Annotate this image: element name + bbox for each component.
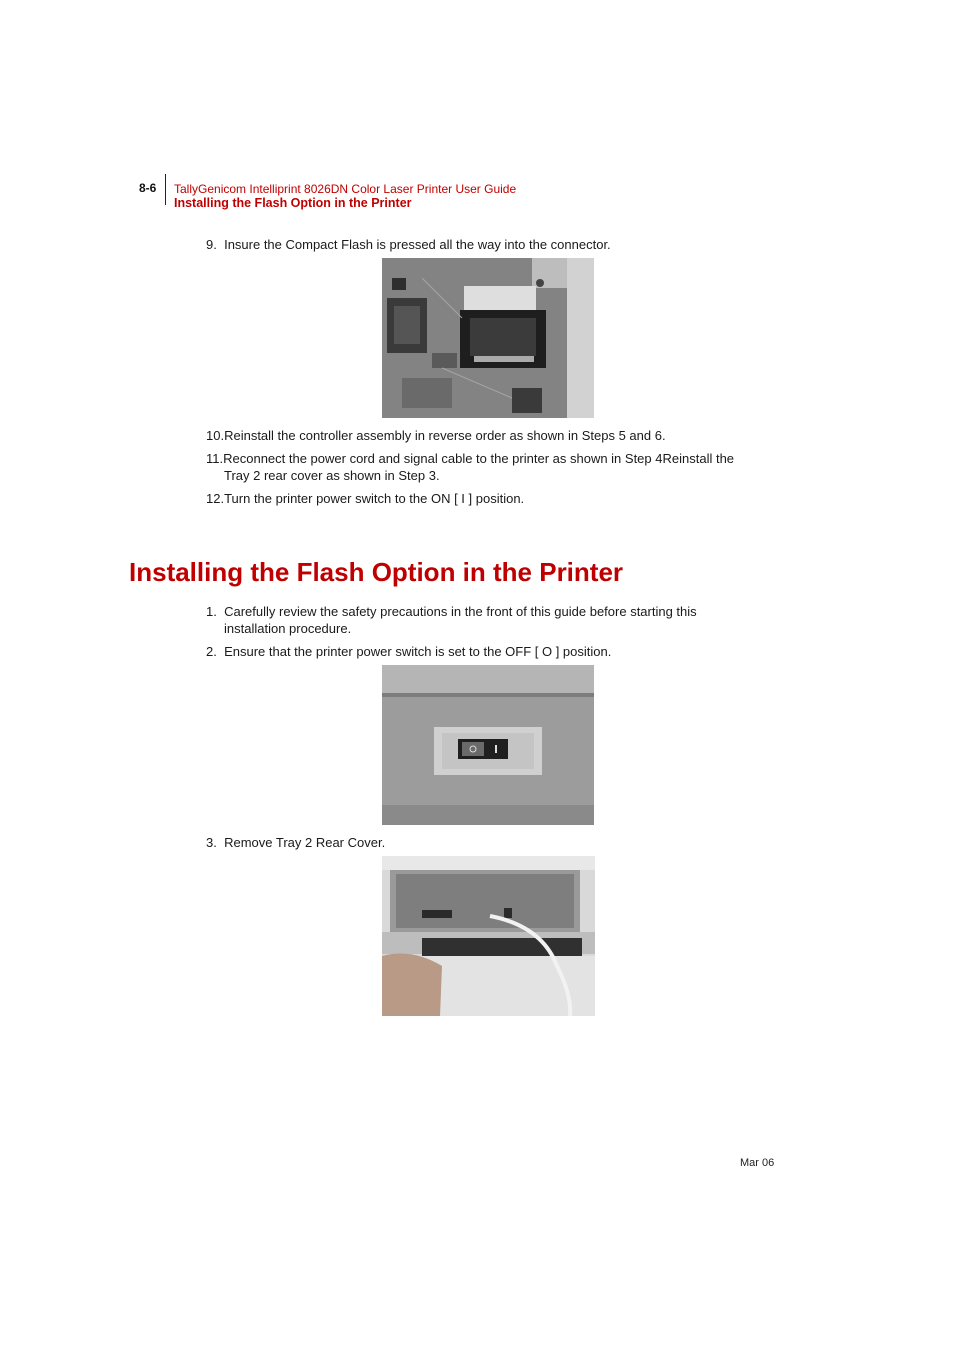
- step-text: Ensure that the printer power switch is set to the OFF [ O ] position.: [224, 644, 612, 659]
- step-9: [206, 236, 611, 253]
- header-divider: [165, 174, 166, 205]
- step-11: [206, 450, 734, 484]
- step-text-continued: Tray 2 rear cover as shown in Step 3.: [224, 468, 440, 483]
- step-number: 9.: [206, 237, 217, 252]
- step-number: 10.: [206, 428, 225, 443]
- step-number: 1.: [206, 604, 217, 619]
- step-2: [206, 643, 611, 660]
- step-number: 3.: [206, 835, 217, 850]
- footer-date: Mar 06: [740, 1157, 775, 1169]
- step-1: [206, 603, 697, 637]
- step-text: Insure the Compact Flash is pressed all the way into the connector.: [224, 237, 611, 252]
- step-number: 12.: [206, 491, 225, 506]
- running-section-title: Installing the Flash Option in the Printer: [174, 196, 412, 210]
- step-text: Reinstall the controller assembly in reverse order as shown in Steps 5 and 6.: [224, 428, 666, 443]
- step-text: Turn the printer power switch to the ON [ I ] position.: [224, 491, 525, 506]
- step-10: [206, 427, 666, 444]
- document-title: TallyGenicom Intelliprint 8026DN Color Laser Printer User Guide: [174, 182, 517, 196]
- section-heading: Installing the Flash Option in the Printer: [129, 557, 624, 587]
- step-text-continued: installation procedure.: [224, 621, 352, 636]
- page-number: 8-6: [139, 181, 157, 195]
- compact-flash-photo: [382, 258, 594, 418]
- step-text: Carefully review the safety precautions in the front of this guide before starting this: [224, 604, 697, 619]
- step-text: Reconnect the power cord and signal cable to the printer as shown in Step 4Reinstall the: [223, 451, 735, 466]
- step-number: 2.: [206, 644, 217, 659]
- step-12: [206, 490, 524, 507]
- power-switch-photo: [382, 665, 594, 825]
- step-number: 11.: [206, 451, 224, 466]
- step-text: Remove Tray 2 Rear Cover.: [224, 835, 386, 850]
- step-3: [206, 834, 385, 851]
- tray-rear-cover-photo: [382, 856, 595, 1016]
